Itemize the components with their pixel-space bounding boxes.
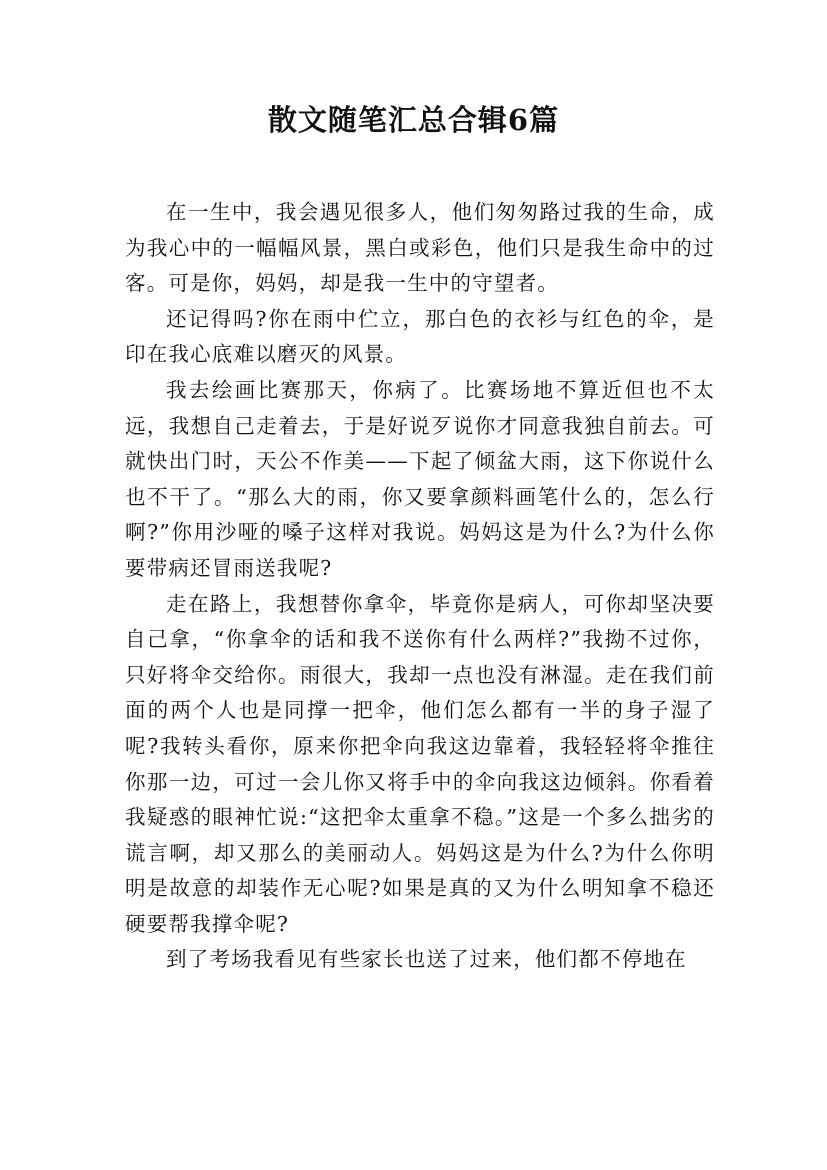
paragraph: 走在路上，我想替你拿伞，毕竟你是病人，可你却坚决要自己拿，“你拿伞的话和我不送你有什么两样?”我拗不过你，只好将伞交给你。雨很大，我却一点也没有淋湿。走在我们前面的两个人也是同撑一把伞，他们怎么都有一半的身子湿了呢?我转头看你，原来你把伞向我这边靠着，我轻轻将伞推往你那一边，可过一会儿你又将手中的伞向我这边倾斜。你看着我疑惑的眼神忙说:“这把伞太重拿不稳。”这是一个多么拙劣的谎言啊，却又那么的美丽动人。妈妈这是为什么?为什么你明明是故意的却装作无心呢?如果是真的又为什么明知拿不稳还硬要帮我撑伞呢? [125, 591, 715, 936]
document-title: 散文随笔汇总合辑6篇 [267, 103, 560, 137]
paragraph: 还记得吗?你在雨中伫立，那白色的衣衫与红色的伞，是印在我心底难以磨灭的风景。 [125, 306, 715, 367]
document-body [125, 195, 715, 978]
paragraph: 到了考场我看见有些家长也送了过来，他们都不停地在 [166, 947, 687, 972]
paragraph: 我去绘画比赛那天，你病了。比赛场地不算近但也不太远，我想自己走着去，于是好说歹说你才同意我独自前去。可就快出门时，天公不作美——下起了倾盆大雨，这下你说什么也不干了。“那么大的雨，你又要拿颜料画笔什么的，怎么行啊?”你用沙哑的嗓子这样对我说。妈妈这是为什么?为什么你要带病还冒雨送我呢? [125, 377, 715, 580]
paragraph: 在一生中，我会遇见很多人，他们匆匆路过我的生命，成为我心中的一幅幅风景，黑白或彩色，他们只是我生命中的过客。可是你，妈妈，却是我一生中的守望者。 [125, 200, 715, 296]
